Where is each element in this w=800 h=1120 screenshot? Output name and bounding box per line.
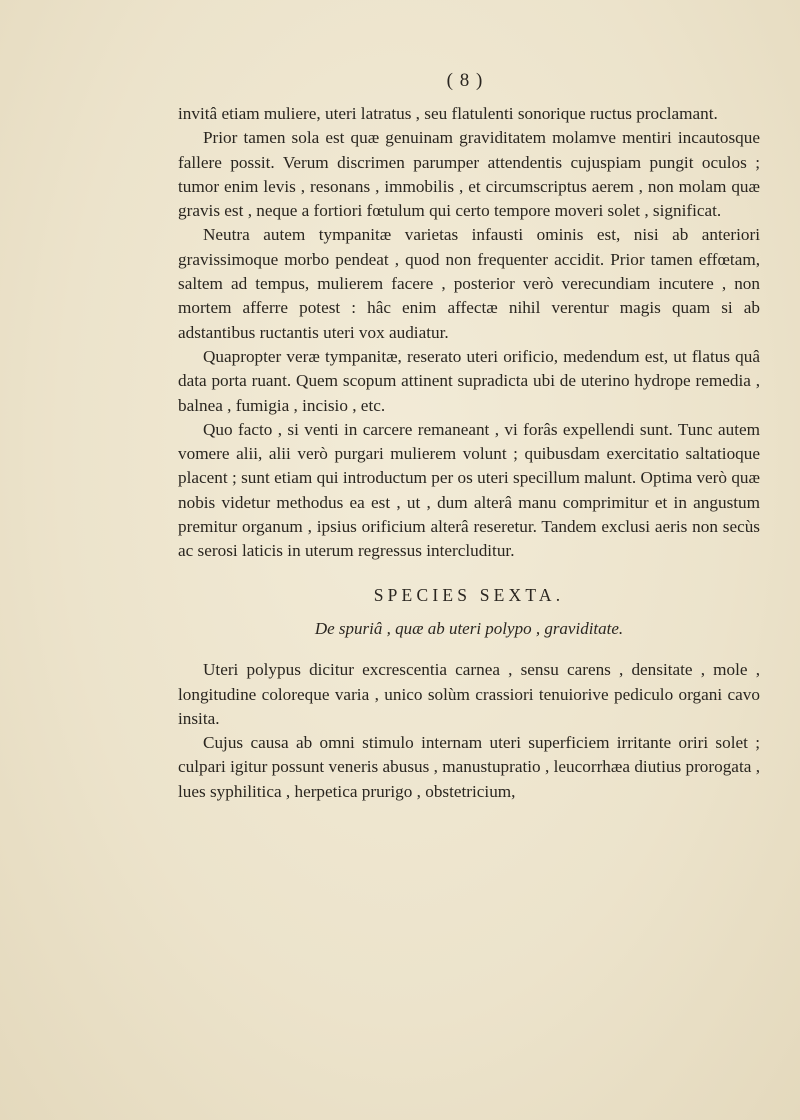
- paragraph-3: Neutra autem tympanitæ varietas infausti ominis est, nisi ab anteriori gravissimoque morbo pendeat , quod non frequenter accidit. Prior tamen effœtam, saltem ad tempus, mulierem facere , posterior verò verecundiam incutere , non mortem afferre potest : hâc enim affectæ nihil verentur magis quam si ab adstantibus ructantis uteri vox audiatur.: [178, 225, 760, 342]
- paragraph-1: invitâ etiam muliere, uteri latratus , seu flatulenti sonorique ructus proclamant.: [178, 104, 718, 123]
- body-text: [178, 102, 760, 804]
- section-heading: SPECIES SEXTA.: [373, 584, 565, 605]
- page-number: ( 8 ): [446, 70, 484, 91]
- section-subheading: De spuriâ , quæ ab uteri polypo , graviditate.: [314, 618, 624, 638]
- paragraph-7: Cujus causa ab omni stimulo internam uteri superficiem irritante oriri solet ; culpari igitur possunt veneris abusus , manustupratio , leucorrhæa diutius prorogata , lues syphilitica , herpetica prurigo , obstetricium,: [178, 733, 760, 801]
- paragraph-5: Quo facto , si venti in carcere remaneant , vi forâs expellendi sunt. Tunc autem vomere alii, alii verò purgari mulierem volunt ; quibusdam exercitatio saltatioque placent ; sunt etiam qui introductum per os uteri specillum malunt. Optima verò quæ nobis videtur methodus ea est , ut , dum alterâ manu comprimitur et in angustum premitur organum , ipsius orificium alterâ reseretur. Tandem exclusi aeris non secùs ac serosi laticis in uterum regressus intercluditur.: [178, 419, 760, 561]
- paragraph-2: Prior tamen sola est quæ genuinam graviditatem molamve mentiri incautosque fallere possit. Verum discrimen parumper attendentis cujuspiam pungit oculos ; tumor enim levis , resonans , immobilis , et circumscriptus aerem , non molam quæ gravis est , neque a fortiori fœtulum qui certo tempore moveri solet , significat.: [178, 128, 760, 221]
- paragraph-6: Uteri polypus dicitur excrescentia carnea , sensu carens , densitate , mole , longitudine coloreque varia , unico solùm crassiori tenuiorive pediculo organi cavo insita.: [178, 660, 760, 728]
- paragraph-4: Quapropter veræ tympanitæ, reserato uteri orificio, medendum est, ut flatus quâ data porta ruant. Quem scopum attinent supradicta ubi de uterino hydrope remedia , balnea , fumigia , incisio , etc.: [178, 346, 760, 415]
